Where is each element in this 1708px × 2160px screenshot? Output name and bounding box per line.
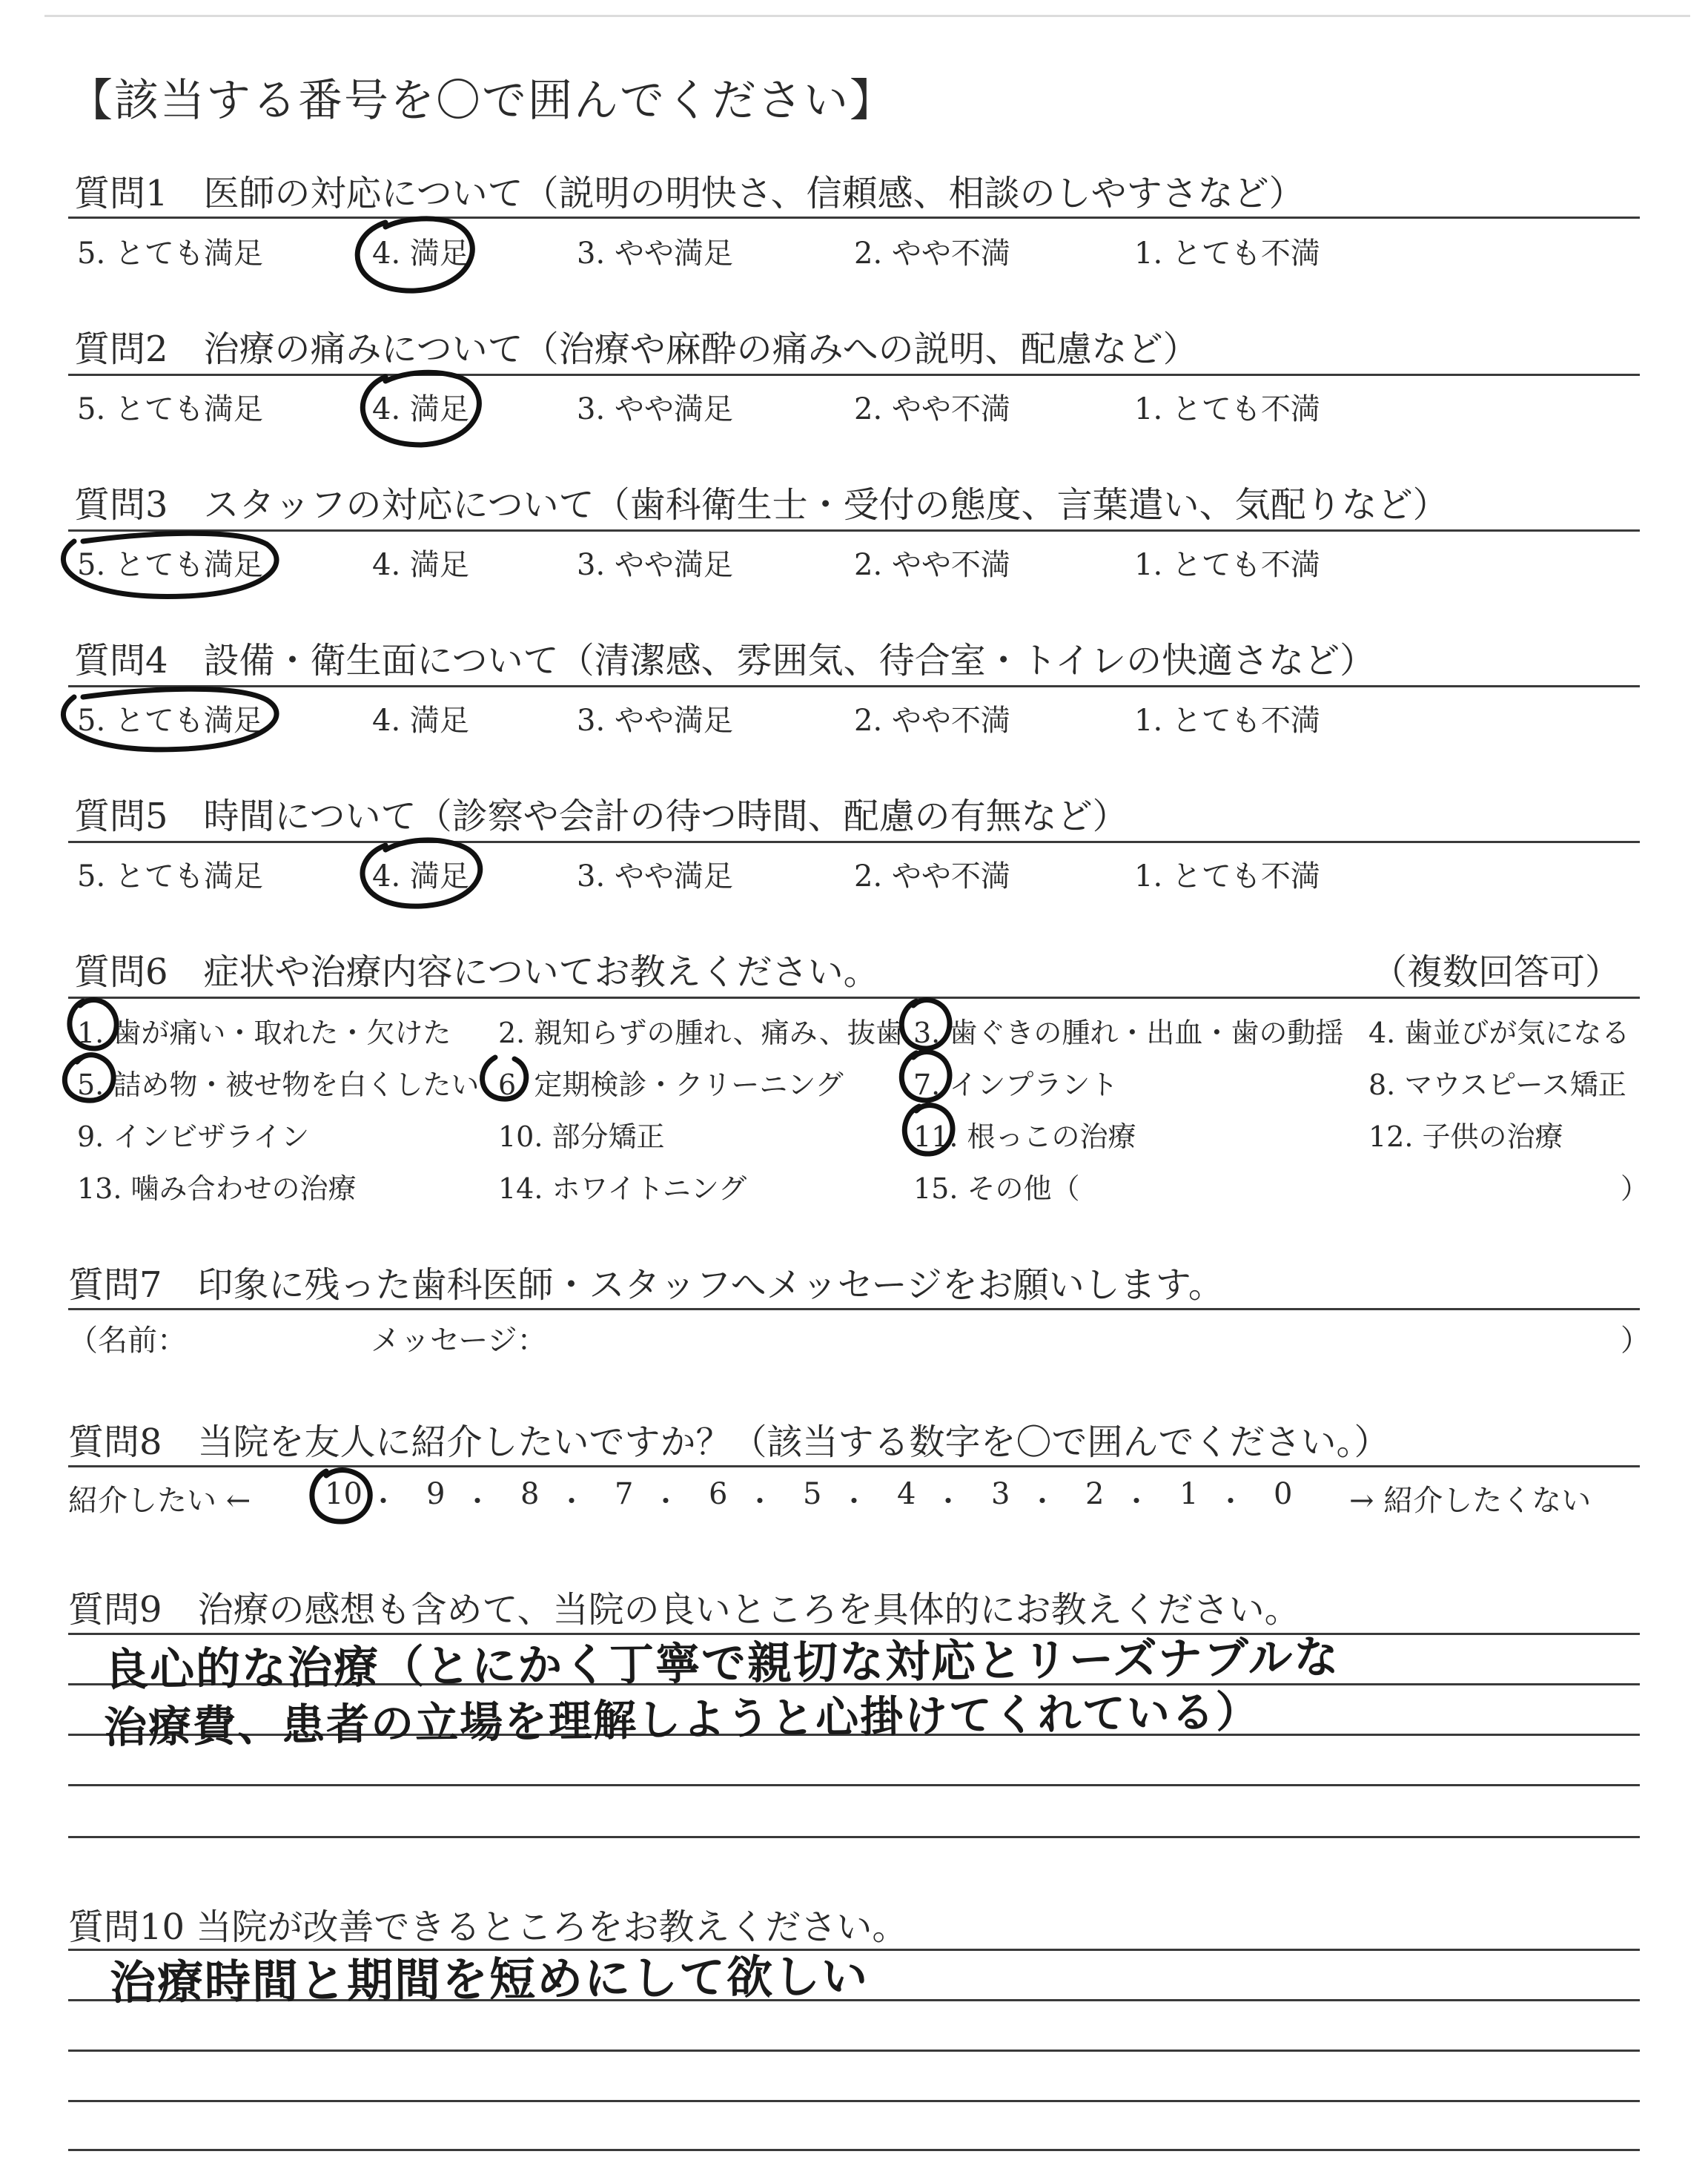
q6-item-2[interactable]: 2. 親知らずの腫れ、痛み、抜歯 <box>498 1017 904 1049</box>
q5-option-1[interactable]: 1. とても不満 <box>1134 859 1320 894</box>
q9-rule-5 <box>68 1836 1640 1838</box>
q4-option-2[interactable]: 2. やや不満 <box>854 704 1010 738</box>
q2-option-2[interactable]: 2. やや不満 <box>854 392 1010 426</box>
q6-title: 質問6 症状や治療内容についてお教えください。 <box>74 951 879 993</box>
q6-rule <box>68 997 1640 999</box>
q6-item-1[interactable]: 1. 歯が痛い・取れた・欠けた <box>77 1017 451 1049</box>
q9-rule-4 <box>68 1784 1640 1786</box>
q8-scale-8[interactable]: 8 <box>520 1477 540 1511</box>
q10-rule-5 <box>68 2149 1640 2151</box>
q6-note: （複数回答可） <box>1371 951 1621 993</box>
q8-rule <box>68 1465 1640 1467</box>
q6-item-13[interactable]: 13. 噛み合わせの治療 <box>77 1172 357 1205</box>
q4-title: 質問4 設備・衛生面について（清潔感、雰囲気、待合室・トイレの快適さなど） <box>74 640 1376 681</box>
q5-rule <box>68 841 1640 843</box>
q10-rule-4 <box>68 2100 1640 2102</box>
q7-rule <box>68 1308 1640 1310</box>
q9-answer-line-2[interactable]: 治療費、患者の立場を理解しようと心掛けてくれている） <box>103 1686 1261 1753</box>
q2-rule <box>68 374 1640 376</box>
q1-title: 質問1 医師の対応について（説明の明快さ、信頼感、相談のしやすさなど） <box>74 173 1305 214</box>
q7-name-label: （名前： <box>68 1324 187 1358</box>
q3-option-2[interactable]: 2. やや不満 <box>854 548 1010 582</box>
q6-item-4[interactable]: 4. 歯並びが気になる <box>1368 1017 1630 1049</box>
q2-title: 質問2 治療の痛みについて（治療や麻酔の痛みへの説明、配慮など） <box>74 328 1199 370</box>
q8-scale-separator: ・ <box>557 1485 586 1518</box>
q8-scale-separator: ・ <box>1028 1485 1057 1518</box>
q3-title: 質問3 スタッフの対応について（歯科衛生士・受付の態度、言葉遣い、気配りなど） <box>74 484 1449 526</box>
scan-edge <box>44 15 1690 17</box>
q8-scale-separator: ・ <box>652 1485 681 1518</box>
q8-scale-2[interactable]: 2 <box>1085 1477 1105 1511</box>
q1-option-2[interactable]: 2. やや不満 <box>854 237 1010 271</box>
q1-option-1[interactable]: 1. とても不満 <box>1134 237 1320 271</box>
q8-left-label: 紹介したい ← <box>68 1484 251 1518</box>
q10-title: 質問10 当院が改善できるところをお教えください。 <box>68 1906 908 1948</box>
q5-option-3[interactable]: 3. やや満足 <box>577 859 733 894</box>
q2-option-5[interactable]: 5. とても満足 <box>77 392 263 426</box>
q4-option-5[interactable]: 5. とても満足 <box>77 704 263 738</box>
q8-right-label: → 紹介したくない <box>1349 1484 1592 1518</box>
q3-option-4[interactable]: 4. 満足 <box>372 548 469 582</box>
q10-answer-line-1[interactable]: 治療時間と期間を短めにして欲しい <box>109 1949 870 2010</box>
q6-item-12[interactable]: 12. 子供の治療 <box>1368 1120 1563 1153</box>
q6-item-8[interactable]: 8. マウスピース矯正 <box>1368 1069 1626 1101</box>
q9-answer-line-1[interactable]: 良心的な治療（とにかく丁寧で親切な対応とリーズナブルな <box>103 1631 1340 1697</box>
q9-title: 質問9 治療の感想も含めて、当院の良いところを具体的にお教えください。 <box>68 1589 1300 1631</box>
q5-option-4[interactable]: 4. 満足 <box>372 859 469 894</box>
q1-option-4[interactable]: 4. 満足 <box>372 237 469 271</box>
q3-option-5[interactable]: 5. とても満足 <box>77 548 263 582</box>
q4-option-3[interactable]: 3. やや満足 <box>577 704 733 738</box>
q6-item-9[interactable]: 9. インビザライン <box>77 1120 310 1153</box>
q8-scale-0[interactable]: 0 <box>1274 1477 1293 1511</box>
q8-scale-6[interactable]: 6 <box>709 1477 728 1511</box>
q8-scale-separator: ・ <box>840 1485 869 1518</box>
q1-rule <box>68 217 1640 219</box>
page-title: 【該当する番号を〇で囲んでください】 <box>68 75 896 127</box>
q8-scale-7[interactable]: 7 <box>615 1477 634 1511</box>
q1-option-5[interactable]: 5. とても満足 <box>77 237 263 271</box>
q5-option-5[interactable]: 5. とても満足 <box>77 859 263 894</box>
q2-option-4[interactable]: 4. 満足 <box>372 392 469 426</box>
q8-scale-10[interactable]: 10 <box>325 1477 363 1511</box>
q6-other-close: ） <box>1621 1172 1649 1205</box>
q8-scale-separator: ・ <box>1122 1485 1151 1518</box>
q6-item-6[interactable]: 6. 定期検診・クリーニング <box>498 1069 844 1101</box>
q2-option-1[interactable]: 1. とても不満 <box>1134 392 1320 426</box>
q6-item-3[interactable]: 3. 歯ぐきの腫れ・出血・歯の動揺 <box>913 1017 1344 1049</box>
q4-rule <box>68 685 1640 687</box>
q7-message-label: メッセージ： <box>371 1324 547 1358</box>
q2-option-3[interactable]: 3. やや満足 <box>577 392 733 426</box>
q8-scale-separator: ・ <box>369 1485 398 1518</box>
q8-scale-1[interactable]: 1 <box>1179 1477 1199 1511</box>
q4-option-1[interactable]: 1. とても不満 <box>1134 704 1320 738</box>
q8-title: 質問8 当院を友人に紹介したいですか？（該当する数字を〇で囲んでください。） <box>68 1421 1390 1463</box>
q7-close-paren: ） <box>1621 1324 1650 1358</box>
q8-scale-9[interactable]: 9 <box>426 1477 446 1511</box>
q3-option-3[interactable]: 3. やや満足 <box>577 548 733 582</box>
q6-item-11[interactable]: 11. 根っこの治療 <box>913 1120 1136 1153</box>
q6-item-7[interactable]: 7. インプラント <box>913 1069 1119 1101</box>
q8-scale-5[interactable]: 5 <box>803 1477 822 1511</box>
q8-scale-4[interactable]: 4 <box>897 1477 916 1511</box>
q10-rule-3 <box>68 2050 1640 2052</box>
q5-option-2[interactable]: 2. やや不満 <box>854 859 1010 894</box>
q8-scale-separator: ・ <box>463 1485 492 1518</box>
q8-scale-separator: ・ <box>746 1485 775 1518</box>
q3-option-1[interactable]: 1. とても不満 <box>1134 548 1320 582</box>
q6-item-5[interactable]: 5. 詰め物・被せ物を白くしたい <box>77 1069 480 1101</box>
q4-option-4[interactable]: 4. 満足 <box>372 704 469 738</box>
q6-item-10[interactable]: 10. 部分矯正 <box>498 1120 665 1153</box>
q8-scale-separator: ・ <box>934 1485 963 1518</box>
q3-rule <box>68 529 1640 532</box>
q7-title: 質問7 印象に残った歯科医師・スタッフへメッセージをお願いします。 <box>68 1264 1224 1306</box>
q8-scale-3[interactable]: 3 <box>991 1477 1010 1511</box>
q5-title: 質問5 時間について（診察や会計の待つ時間、配慮の有無など） <box>74 796 1128 837</box>
q6-item-14[interactable]: 14. ホワイトニング <box>498 1172 747 1205</box>
q1-option-3[interactable]: 3. やや満足 <box>577 237 733 271</box>
q6-item-15[interactable]: 15. その他（ <box>913 1172 1080 1205</box>
q8-scale-separator: ・ <box>1217 1485 1245 1518</box>
